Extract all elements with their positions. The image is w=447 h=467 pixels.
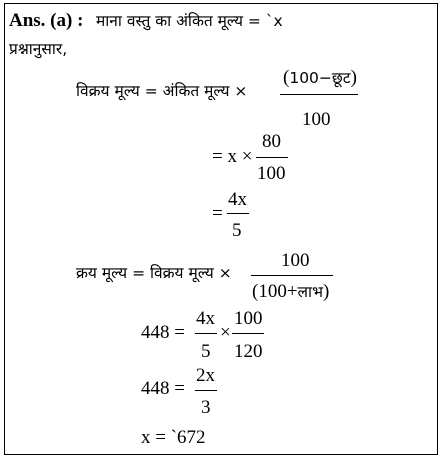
eq5-numerator-2: 100 [234,308,263,329]
eq1-numerator [283,67,357,89]
eq3-fraction-bar [227,213,249,214]
final-answer: x = `672 [141,427,206,448]
eq2-lhs: = x × [212,146,253,167]
eq4-denominator: (100+लाभ) [252,281,330,302]
eq4-den-open: ( [252,281,259,302]
eq5-times: × [220,322,231,343]
as-per-question: प्रश्नानुसार, [9,40,68,58]
eq5-fraction-bar-2 [232,333,264,334]
eq2-fraction-bar [256,157,288,158]
eq6-denominator: 3 [201,397,211,418]
eq1-num-text: 100−छूट [289,69,351,87]
eq5-numerator-1: 4x [196,308,215,329]
eq1-num-open: ( [283,67,290,88]
eq1-lhs: विक्रय मूल्य = अंकित मूल्य × [76,82,248,100]
eq5-denominator-2: 120 [234,341,263,362]
eq4-fraction-bar [251,275,333,276]
eq1-num-close: ) [350,67,357,88]
eq1-fraction-bar [280,94,358,95]
eq3-lhs: = [212,203,223,224]
answer-label: Ans. (a) : [9,10,84,31]
answer-box [4,3,438,455]
eq4-den-close: ) [322,281,330,302]
eq5-lhs: 448 = [141,322,185,343]
eq4-lhs: क्रय मूल्य = विक्रय मूल्य × [76,264,232,282]
eq1-denominator: 100 [302,109,331,130]
eq4-numerator: 100 [281,250,310,271]
eq6-numerator: 2x [196,365,215,386]
eq6-fraction-bar [195,390,217,391]
eq2-numerator: 80 [262,131,281,152]
eq5-fraction-bar-1 [195,333,217,334]
eq2-denominator: 100 [257,163,286,184]
eq5-denominator-1: 5 [201,341,211,362]
given-marked-price: माना वस्तु का अंकित मूल्य = `x [96,12,283,30]
eq3-numerator: 4x [228,189,247,210]
eq3-denominator: 5 [232,220,242,241]
eq6-lhs: 448 = [141,378,185,399]
eq4-den-text: लाभ [297,283,323,301]
